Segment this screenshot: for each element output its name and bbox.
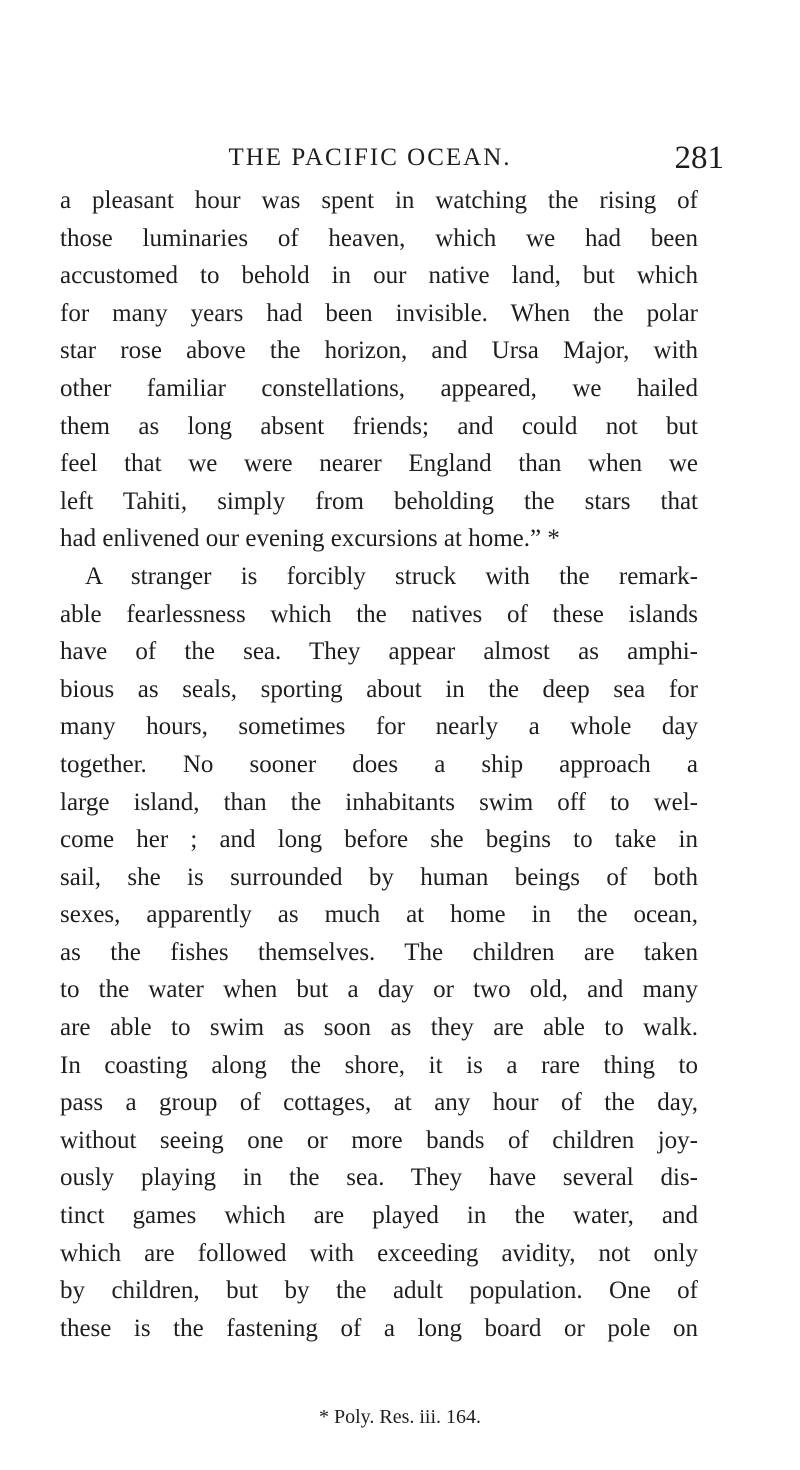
text-line: other familiar constellations, appeared, we hailed xyxy=(60,374,698,402)
text-line: together. No sooner does a ship approach a xyxy=(60,750,698,778)
text-line: ously playing in the sea. They have several dis- xyxy=(60,1164,698,1192)
text-line: which are followed with exceeding avidity, not only xyxy=(60,1239,698,1267)
text-line: bious as seals, sporting about in the deep sea for xyxy=(60,675,698,703)
text-line: pass a group of cottages, at any hour of the day, xyxy=(60,1089,698,1117)
text-line: many hours, sometimes for nearly a whole day xyxy=(60,713,698,741)
text-line: A stranger is forcibly struck with the remark- xyxy=(85,562,698,590)
text-line: a pleasant hour was spent in watching the rising of xyxy=(60,187,698,214)
footnote: * Poly. Res. iii. 164. xyxy=(318,1406,482,1428)
text-line: for many years had been invisible. When the polar xyxy=(60,299,698,327)
text-line: had enlivened our evening excursions at home.” * xyxy=(60,525,560,553)
text-line: In coasting along the shore, it is a rare thing to xyxy=(60,1051,698,1079)
text-line: tinct games which are played in the water, and xyxy=(60,1202,698,1230)
text-line: by children, but by the adult population. One of xyxy=(60,1277,698,1305)
page-number: 281 xyxy=(674,140,724,176)
text-line: star rose above the horizon, and Ursa Major, with xyxy=(60,337,698,365)
text-line: come her ; and long before she begins to take in xyxy=(60,826,698,854)
running-head xyxy=(60,140,724,180)
text-line: left Tahiti, simply from beholding the stars that xyxy=(60,487,698,515)
text-line: sail, she is surrounded by human beings of both xyxy=(60,863,698,891)
running-title: THE PACIFIC OCEAN. xyxy=(228,144,512,171)
text-line: accustomed to behold in our native land, but which xyxy=(60,262,698,290)
text-line: are able to swim as soon as they are able to walk. xyxy=(60,1014,698,1042)
text-line: them as long absent friends; and could not but xyxy=(60,412,698,440)
text-line: large island, than the inhabitants swim off to wel- xyxy=(60,788,698,816)
text-line: without seeing one or more bands of children joy- xyxy=(60,1126,698,1154)
text-line: feel that we were nearer England than when we xyxy=(60,450,698,478)
text-line: these is the fastening of a long board or pole on xyxy=(60,1314,698,1342)
text-line: those luminaries of heaven, which we had been xyxy=(60,224,698,252)
text-line: able fearlessness which the natives of these islands xyxy=(60,600,698,628)
text-line: have of the sea. They appear almost as amphi- xyxy=(60,638,698,666)
text-line: sexes, apparently as much at home in the ocean, xyxy=(60,901,698,929)
body-text xyxy=(60,182,698,1347)
text-line: as the fishes themselves. The children are taken xyxy=(60,938,698,966)
text-line: to the water when but a day or two old, and many xyxy=(60,976,698,1004)
